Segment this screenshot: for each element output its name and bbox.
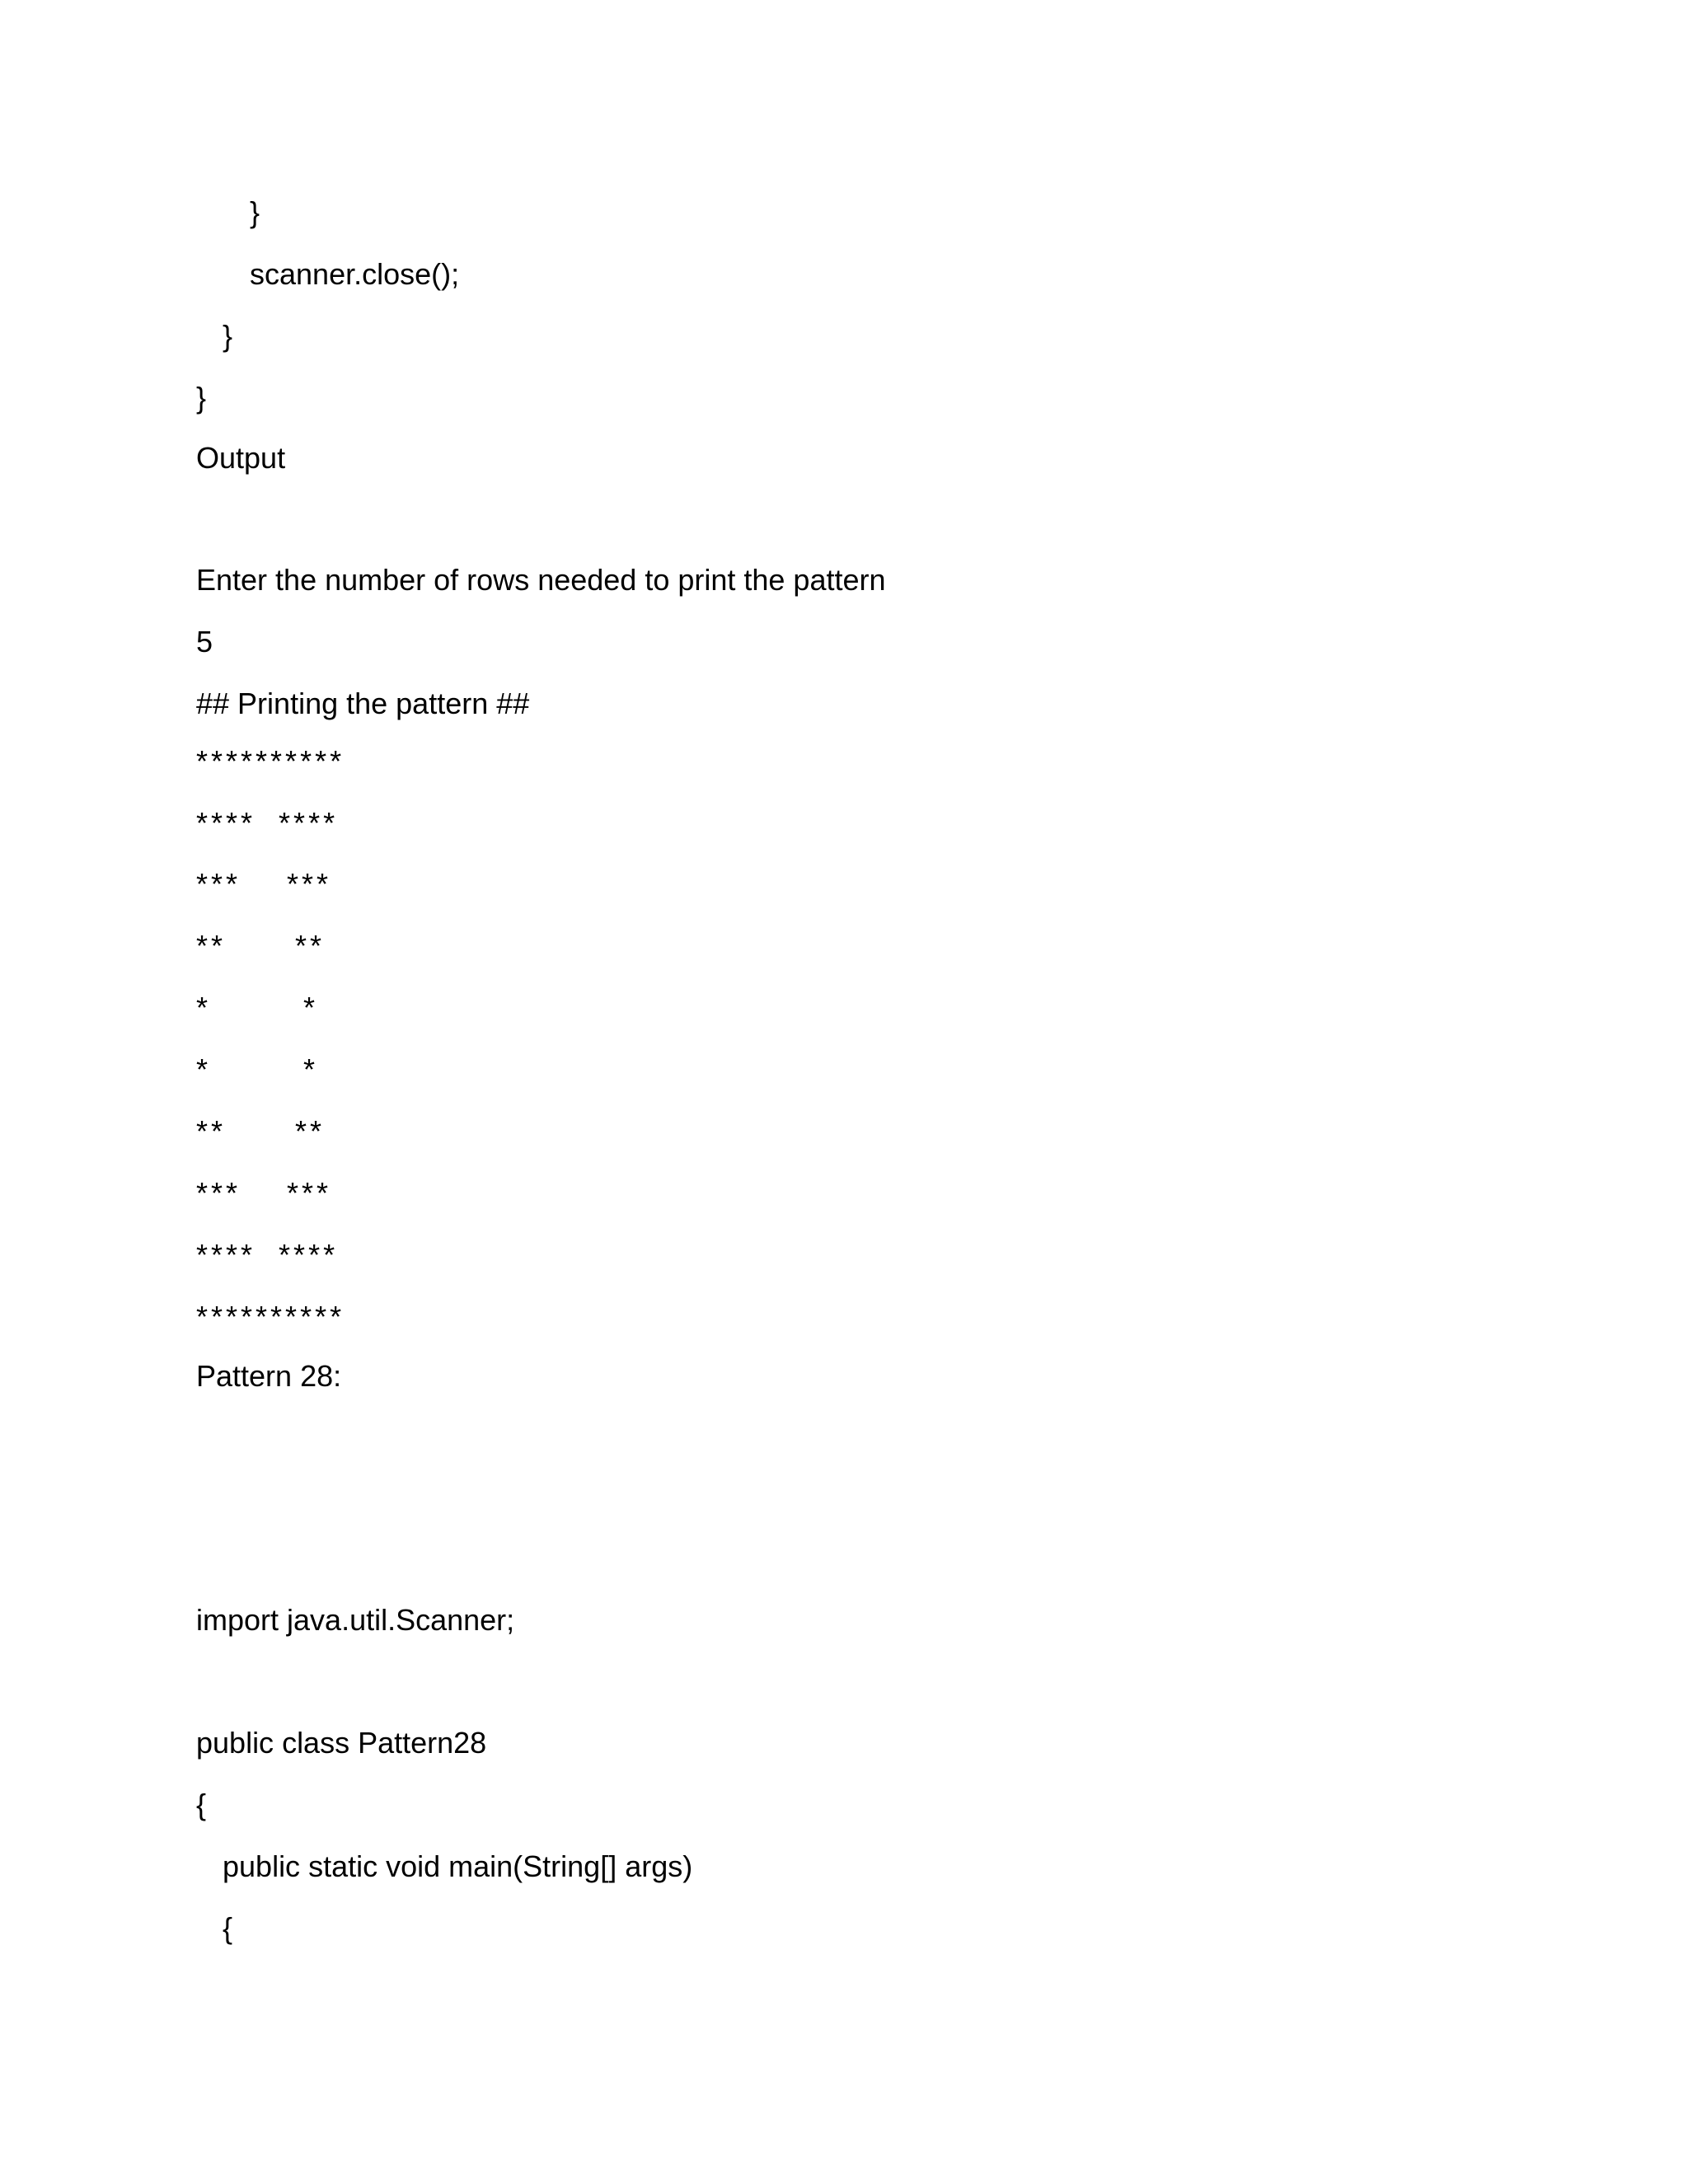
output-banner: ## Printing the pattern ## bbox=[196, 687, 530, 720]
pattern-row: *** *** bbox=[196, 1176, 332, 1210]
code-line-import: import java.util.Scanner; bbox=[196, 1603, 515, 1637]
output-heading: Output bbox=[196, 441, 286, 475]
pattern-row: * * bbox=[196, 991, 319, 1024]
pattern-row: **** **** bbox=[196, 1238, 339, 1272]
code-line-scanner-close: scanner.close(); bbox=[250, 257, 460, 291]
pattern-row: * * bbox=[196, 1052, 319, 1086]
pattern-row: ** ** bbox=[196, 929, 326, 963]
pattern-row: ********** bbox=[196, 744, 345, 778]
code-line-closing-brace: } bbox=[223, 319, 233, 353]
pattern-row: **** **** bbox=[196, 806, 339, 840]
pattern-row: *** *** bbox=[196, 867, 332, 901]
pattern-row: ** ** bbox=[196, 1114, 326, 1148]
code-line-opening-brace: { bbox=[196, 1788, 207, 1821]
code-line-opening-brace: { bbox=[223, 1911, 233, 1945]
code-line-class-declaration: public class Pattern28 bbox=[196, 1726, 487, 1760]
pattern-row: ********** bbox=[196, 1300, 345, 1333]
output-input-value: 5 bbox=[196, 625, 213, 658]
code-line-closing-brace: } bbox=[196, 381, 207, 415]
code-line-main-method: public static void main(String[] args) bbox=[223, 1849, 693, 1883]
code-line-closing-brace: } bbox=[250, 195, 260, 229]
section-title: Pattern 28: bbox=[196, 1359, 342, 1393]
output-prompt: Enter the number of rows needed to print the pattern bbox=[196, 563, 886, 597]
